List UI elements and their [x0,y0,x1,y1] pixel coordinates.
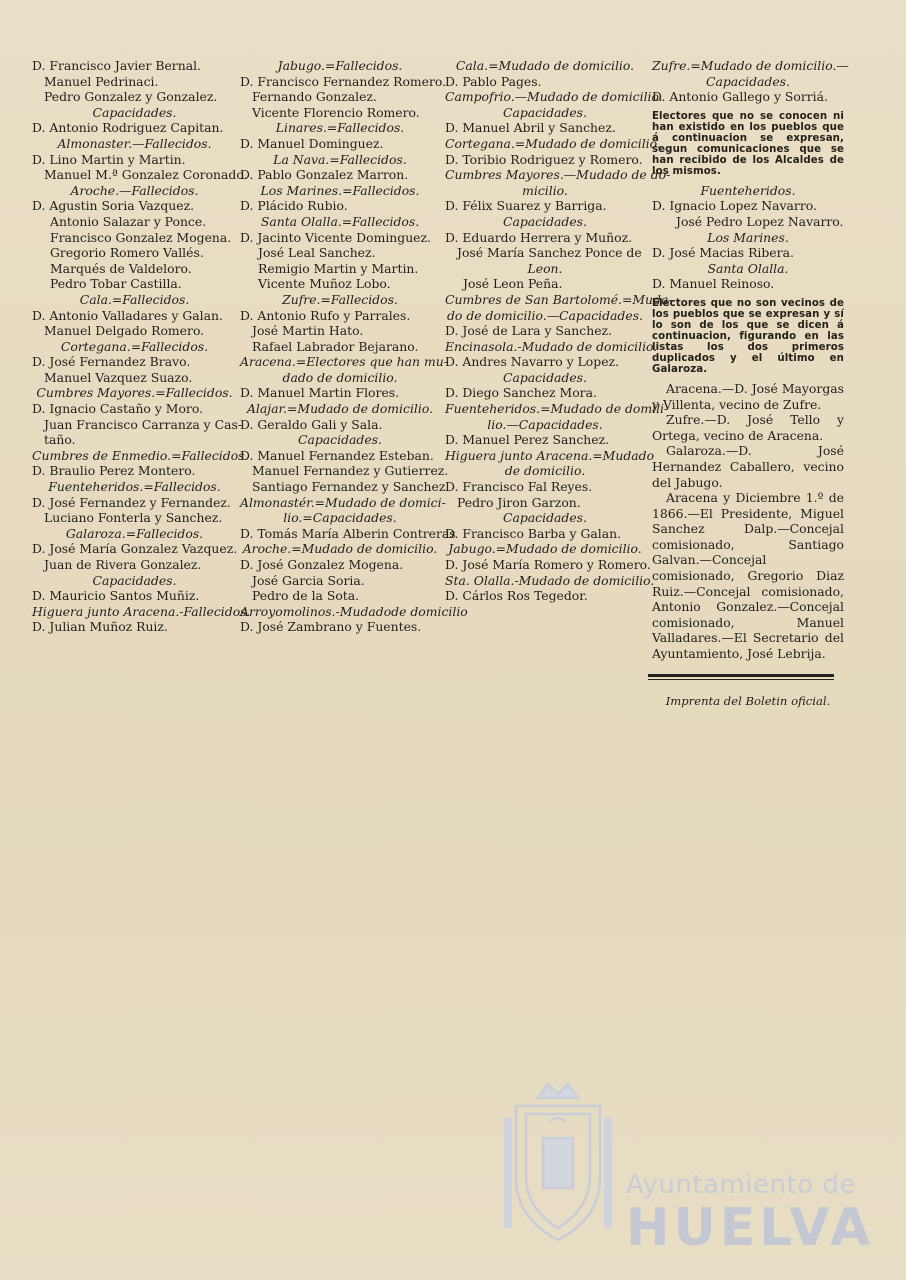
elector-entry: D. Félix Suarez y Barriga. [445,198,607,214]
elector-name: Manuel M.ª Gonzalez Coronado. [44,167,248,183]
elector-entry: D. Braulio Perez Montero. [32,463,196,479]
section-heading: micilio. [522,182,568,198]
elector-entry: D. Antonio Rodriguez Capitan. [32,120,224,136]
elector-name: Juan Francisco Carranza y Cas- [44,416,243,432]
section-heading: de domicilio. [504,463,586,479]
section-heading: Cumbres de San Bartolomé.=Muda- [445,291,673,307]
section-heading: Fuenteheridos.=Mudado de domili- [445,401,669,417]
section-heading: Capacidades. [503,213,587,229]
elector-name: Santiago Fernandez y Sanchez. [252,479,450,495]
elector-entry: D. Manuel Abril y Sanchez. [445,120,616,136]
elector-entry: D. Eduardo Herrera y Muñoz. [445,229,633,245]
elector-entry: D. Toribio Rodriguez y Romero. [445,151,643,167]
elector-entry: D. Manuel Reinoso. [652,276,775,292]
section-heading: lio.—Capacidades. [487,416,603,432]
section-heading: Zufre.=Fallecidos. [282,291,398,307]
elector-name: José Leon Peña. [463,276,563,292]
section-heading: Fuenteheridos.=Fallecidos. [48,479,221,495]
elector-entry: D. Antonio Valladares y Galan. [32,307,223,323]
section-heading: Almonaster.—Fallecidos. [57,135,212,151]
section-heading: Higuera junto Aracena.-Fallecidos. [32,603,251,619]
elector-name: Francisco Gonzalez Mogena. [50,229,232,245]
elector-entry: D. José María Romero y Romero. [445,557,651,572]
section-heading: Cortegana.=Fallecidos. [60,338,209,354]
section-heading: do de domicilio.—Capacidades. [446,307,643,323]
paragraph-galaroza: Galaroza.—D. José Hernandez Caballero, vecino del Jabugo. [652,443,844,490]
elector-entry: D. Francisco Fal Reyes. [445,479,593,495]
section-heading: La Nava.=Fallecidos. [273,151,407,167]
section-heading: Linares.=Fallecidos. [275,120,405,136]
elector-name: Manuel Fernandez y Gutierrez. [252,463,449,479]
notice-non-resident-electors: Electores que no son vecinos de los pueblos que se expresan y sí lo son de los que se dicen á continuacion, figurando en las listas los dos primeros duplicados y el último en Galaroza. [652,297,844,375]
section-heading: Capacidades. [92,104,177,120]
elector-entry: D. José de Lara y Sanchez. [445,323,613,339]
elector-name: taño. [44,432,76,448]
elector-name: Pedro de la Sota. [252,588,360,604]
paragraph-signatures: Aracena y Diciembre 1.º de 1866.—El Presidente, Miguel Sanchez Dalp.—Concejal comisionado, Santiago Galvan.—Concejal comisionado, Gregorio Diaz Ruiz.—Concejal comisionado, Antonio Gonzalez.—Concejal comisionado, Manuel Valladares.—El Secretario del Ayuntamiento, José Lebrija. [652,490,844,662]
elector-name: José Pedro Lopez Navarro. [676,213,844,229]
section-heading: Los Marines.=Fallecidos. [260,182,420,198]
section-heading: Santa Olalla.=Fallecidos. [260,213,420,229]
elector-entry: D. Antonio Gallego y Sorriá. [652,89,828,105]
elector-name: Manuel Delgado Romero. [44,323,205,339]
elector-entry: D. José Zambrano y Fuentes. [240,619,422,635]
text-column-2 [240,58,468,635]
section-heading: Galaroza.=Fallecidos. [65,525,204,541]
section-heading: Encinasola.-Mudado de domicilio. [445,338,658,354]
section-heading: Capacidades. [503,369,587,385]
elector-entry: D. José María Gonzalez Vazquez. [32,541,238,557]
elector-entry: D. Tomás María Alberin Contreras [240,525,456,541]
section-heading: Aroche.=Mudado de domicilio. [242,541,438,557]
column-4-middle-list [652,183,844,292]
section-heading: Cortegana.=Mudado de domicilio. [445,135,661,151]
section-heading: Cumbres Mayores.—Mudado de do- [445,167,671,183]
elector-entry: D. Ignacio Lopez Navarro. [652,198,817,214]
elector-name: Pedro Jiron Garzon. [457,494,581,510]
elector-entry: D. Geraldo Gali y Sala. [240,416,383,432]
section-heading: Cumbres Mayores.=Fallecidos. [36,385,233,401]
elector-entry: D. José Gonzalez Mogena. [240,557,404,572]
elector-entry: D. Jacinto Vicente Dominguez. [240,229,431,245]
elector-entry: D. Ignacio Castaño y Moro. [32,401,204,417]
elector-name: Pedro Gonzalez y Gonzalez. [44,89,218,105]
notice-unknown-electors: Electores que no se conocen ni han existido en los pueblos que á continuacion se expresan, segun comunicaciones que se han recibido de los Alcaldes de los mismos. [652,110,844,177]
section-heading: Aroche.—Fallecidos. [70,182,199,198]
elector-name: Rafael Labrador Bejarano. [252,338,419,354]
elector-name: José Leal Sanchez. [258,245,376,261]
section-heading: Almonastér.=Mudado de domici- [240,494,446,510]
elector-entry: D. José Fernandez Bravo. [32,354,191,370]
elector-entry: D. Andres Navarro y Lopez. [445,354,620,370]
section-heading: Jabugo.=Mudado de domicilio. [448,541,642,557]
elector-entry: D. Mauricio Santos Muñiz. [32,588,200,604]
elector-name: José Garcia Soria. [252,572,365,588]
text-column-3 [445,58,673,604]
column-4-top-list [652,58,849,105]
section-heading: Arroyomolinos.-Mudadode domicilio [240,603,468,619]
elector-entry: D. Julian Muñoz Ruiz. [32,619,168,635]
text-column-1 [32,58,251,635]
watermark-line1: Ayuntamiento de [626,1170,856,1200]
section-heading: Capacidades. [92,572,177,588]
section-heading: Zufre.=Mudado de domicilio.— [652,58,849,73]
section-heading: Alajar.=Mudado de domicilio. [246,401,434,417]
section-heading: Sta. Olalla.-Mudado de domicilio. [445,572,655,588]
elector-name: Luciano Fonterla y Sanchez. [44,510,223,526]
text-column-4 [652,58,849,709]
elector-entry: D. Agustin Soria Vazquez. [32,198,195,214]
section-heading: Higuera junto Aracena.=Mudado [445,447,655,463]
section-heading: Jabugo.=Fallecidos. [277,58,403,73]
elector-name: José María Sanchez Ponce de [457,245,642,261]
paragraph-aracena: Aracena.—D. José Mayorgas y Villenta, vecino de Zufre. [652,380,844,412]
elector-name: Juan de Rivera Gonzalez. [44,557,202,572]
elector-entry: D. Francisco Fernandez Romero. [240,73,447,89]
elector-name: Fernando Gonzalez. [252,89,377,105]
paragraph-zufre: Zufre.—D. José Tello y Ortega, vecino de Aracena. [652,412,844,443]
section-heading: Los Marines. [707,229,789,245]
watermark-line2: HUELVA [626,1198,875,1258]
elector-entry: D. Pablo Pages. [445,73,542,89]
section-heading: Campofrio.—Mudado de domicilio. [445,89,663,105]
elector-entry: D. Diego Sanchez Mora. [445,385,597,401]
elector-entry: D. José Fernandez y Fernandez. [32,494,231,510]
elector-name: Vicente Muñoz Lobo. [258,276,391,292]
elector-name: Manuel Vazquez Suazo. [44,369,193,385]
elector-entry: D. Lino Martin y Martin. [32,151,186,167]
elector-name: Antonio Salazar y Ponce. [50,213,207,229]
section-heading: Cala.=Fallecidos. [79,291,190,307]
elector-name: José Martin Hato. [252,323,364,339]
elector-entry: D. Francisco Barba y Galan. [445,525,622,541]
section-heading: Cala.=Mudado de domicilio. [455,58,635,73]
section-heading: Santa Olalla. [707,260,789,276]
elector-name: Pedro Tobar Castilla. [50,276,182,292]
elector-name: Vicente Florencio Romero. [252,104,420,120]
elector-entry: D. Plácido Rubio. [240,198,348,214]
elector-entry: D. Francisco Javier Bernal. [32,58,201,73]
imprint-line: Imprenta del Boletin oficial. [665,693,831,708]
elector-entry: D. Antonio Rufo y Parrales. [240,307,411,323]
section-heading: Fuenteheridos. [700,182,796,198]
section-heading: Capacidades. [503,104,587,120]
coat-of-arms-watermark-icon [498,1078,618,1248]
section-heading: Capacidades. [706,73,790,89]
section-heading: dado de domicilio. [282,369,398,385]
elector-name: Manuel Pedrinaci. [44,73,159,89]
elector-entry: D. Pablo Gonzalez Marron. [240,167,409,183]
section-heading: Leon. [527,260,563,276]
section-heading: Capacidades. [503,510,587,526]
section-heading: Aracena.=Electores que han mu- [240,354,448,370]
closing-rule [648,674,834,680]
elector-entry: D. Manuel Perez Sanchez. [445,432,610,448]
elector-entry: D. Manuel Dominguez. [240,135,384,151]
elector-entry: D. José Macias Ribera. [652,245,794,261]
section-heading: lio.=Capacidades. [283,510,397,526]
elector-entry: D. Manuel Fernandez Esteban. [240,447,434,463]
elector-name: Marqués de Valdeloro. [50,260,192,276]
elector-entry: D. Manuel Martin Flores. [240,385,400,401]
elector-name: Gregorio Romero Vallés. [50,245,204,261]
elector-name: Remigio Martin y Martin. [258,260,419,276]
section-heading: Cumbres de Enmedio.=Fallecidos. [32,447,249,463]
elector-entry: D. Cárlos Ros Tegedor. [445,588,588,604]
section-heading: Capacidades. [298,432,382,448]
